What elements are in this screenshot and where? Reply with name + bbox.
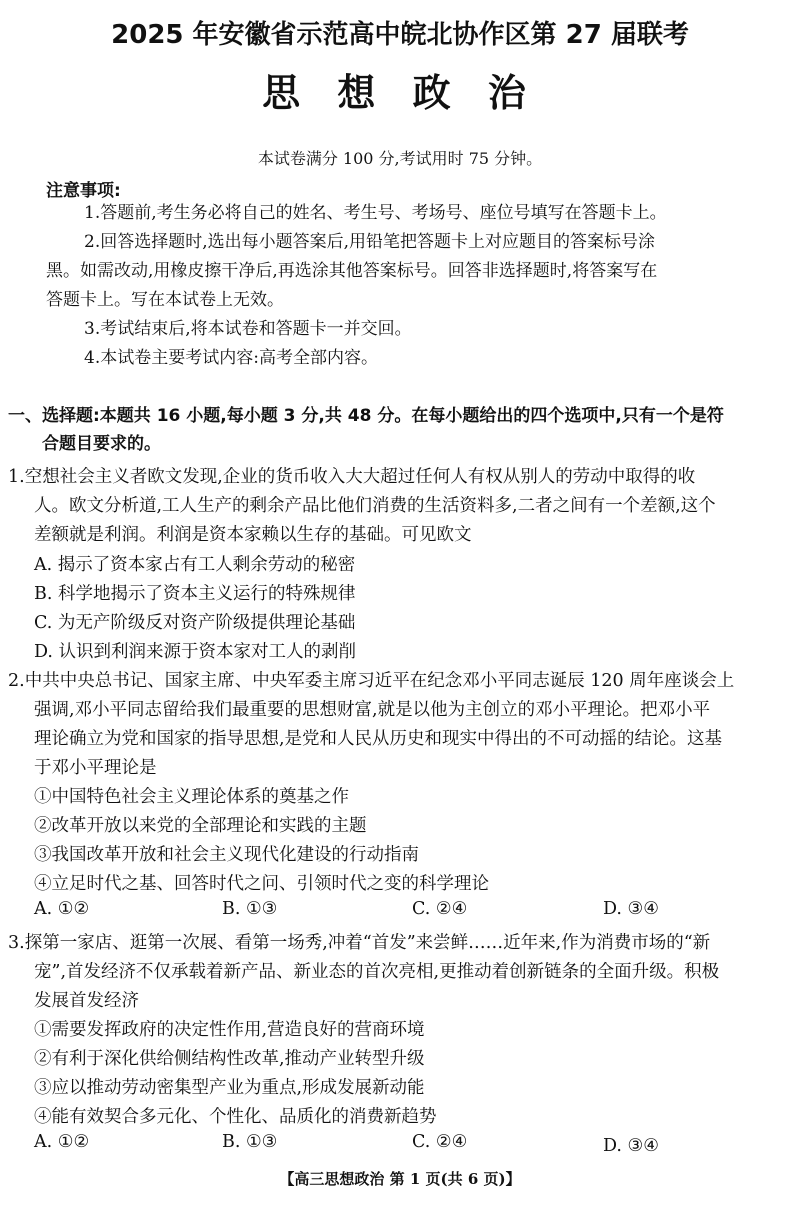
q2-statement-1: ①中国特色社会主义理论体系的奠基之作 [34,787,349,807]
q1-option-b: B. 科学地揭示了资本主义运行的特殊规律 [34,584,356,604]
q3-stem-line-1: 3.探第一家店、逛第一次展、看第一场秀,冲着“首发”来尝鲜……近年来,作为消费市场的“新 [8,933,711,953]
notice-item-3: 3.考试结束后,将本试卷和答题卡一并交回。 [84,319,412,339]
q1-option-c: C. 为无产阶级反对资产阶级提供理论基础 [34,613,356,633]
exam-title: 2025 年安徽省示范高中皖北协作区第 27 届联考 [111,20,689,50]
q2-option-d: D. ③④ [603,899,659,919]
q2-stem-line-4: 于邓小平理论是 [34,758,157,778]
q2-option-b: B. ①③ [222,899,278,919]
q3-stem-line-3: 发展首发经济 [34,991,139,1011]
q3-option-b: B. ①③ [222,1132,278,1152]
notice-item-2-line-2: 黑。如需改动,用橡皮擦干净后,再选涂其他答案标号。回答非选择题时,将答案写在 [46,261,658,281]
section-header [8,402,788,458]
q1-stem-line-2: 人。欧文分析道,工人生产的剩余产品比他们消费的生活资料多,二者之间有一个差额,这个 [34,496,716,516]
notice-item-4: 4.本试卷主要考试内容:高考全部内容。 [84,348,378,368]
notice-item-2-line-3: 答题卡上。写在本试卷上无效。 [46,290,284,310]
q2-stem-line-2: 强调,邓小平同志留给我们最重要的思想财富,就是以他为主创立的邓小平理论。把邓小平 [34,700,711,720]
q2-statement-2: ②改革开放以来党的全部理论和实践的主题 [34,816,367,836]
q3-statement-2: ②有利于深化供给侧结构性改革,推动产业转型升级 [34,1049,425,1069]
q2-stem-line-1: 2.中共中央总书记、国家主席、中央军委主席习近平在纪念邓小平同志诞辰 120 周年座谈会上 [8,671,735,691]
q3-option-a: A. ①② [34,1132,90,1152]
q1-stem-line-1: 1.空想社会主义者欧文发现,企业的货币收入大大超过任何人有权从别人的劳动中取得的收 [8,467,696,487]
q1-option-a: A. 揭示了资本家占有工人剩余劳动的秘密 [34,555,356,575]
q3-statement-3: ③应以推动劳动密集型产业为重点,形成发展新动能 [34,1078,425,1098]
section-header-line-1: 一、选择题:本题共 16 小题,每小题 3 分,共 48 分。在每小题给出的四个选项中,只有一个是符 [8,406,724,426]
q2-statement-4: ④立足时代之基、回答时代之问、引领时代之变的科学理论 [34,874,489,894]
q3-option-c: C. ②④ [412,1132,468,1152]
q1-option-d: D. 认识到利润来源于资本家对工人的剥削 [34,642,357,662]
q2-option-a: A. ①② [34,899,90,919]
q3-statement-4: ④能有效契合多元化、个性化、品质化的消费新趋势 [34,1107,437,1127]
q1-stem-line-3: 差额就是利润。利润是资本家赖以生存的基础。可见欧文 [34,525,472,545]
notice-item-2-line-1: 2.回答选择题时,选出每小题答案后,用铅笔把答题卡上对应题目的答案标号涂 [84,232,656,252]
page-footer: 【高三思想政治 第 1 页(共 6 页)】 [279,1170,521,1188]
section-header-line-2: 合题目要求的。 [42,434,161,454]
q2-option-c: C. ②④ [412,899,468,919]
notice-list [46,199,746,373]
exam-info: 本试卷满分 100 分,考试用时 75 分钟。 [257,149,543,168]
subject-title: 思 想 政 治 [262,71,538,115]
q3-stem-line-2: 宠”,首发经济不仅承载着新产品、新业态的首次亮相,更推动着创新链条的全面升级。积极 [34,962,720,982]
q2-statement-3: ③我国改革开放和社会主义现代化建设的行动指南 [34,845,419,865]
q3-statement-1: ①需要发挥政府的决定性作用,营造良好的营商环境 [34,1020,425,1040]
q2-stem-line-3: 理论确立为党和国家的指导思想,是党和人民从历史和现实中得出的不可动摇的结论。这基 [34,729,723,749]
q3-option-d: D. ③④ [603,1136,659,1156]
notice-item-1: 1.答题前,考生务必将自己的姓名、考生号、考场号、座位号填写在答题卡上。 [84,203,667,223]
notice-title: 注意事项: [46,181,121,201]
